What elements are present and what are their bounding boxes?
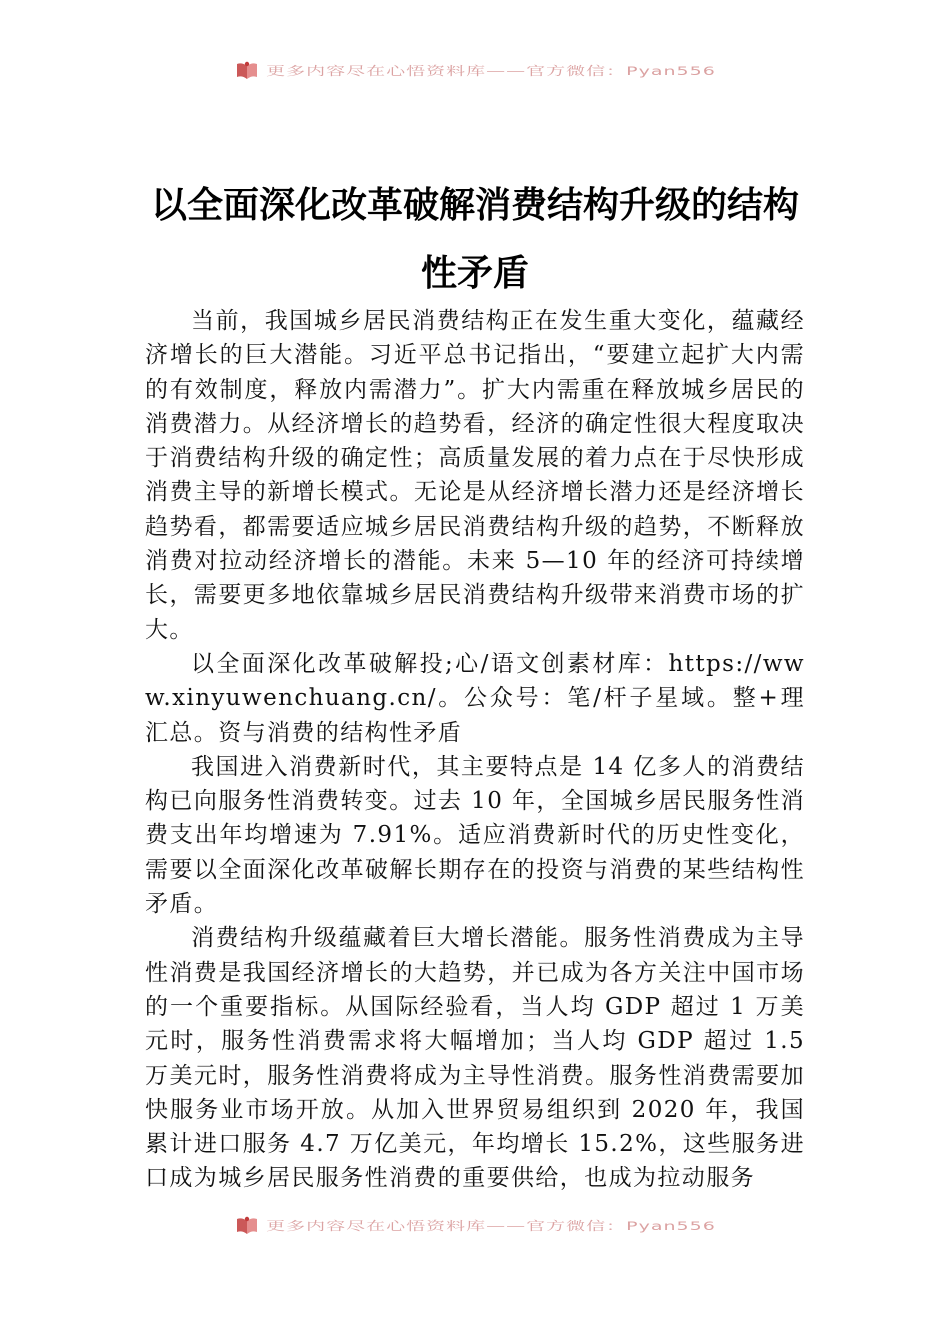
paragraph: 以全面深化改革破解投;心/语文创素材库：https://www.xinyuwenchuang.cn/。公众号：笔/杆子星域。整+理汇总。资与消费的结构性矛盾	[145, 650, 805, 746]
paragraph: 当前，我国城乡居民消费结构正在发生重大变化，蕴藏经济增长的巨大潜能。习近平总书记指出，“要建立起扩大内需的有效制度，释放内需潜力”。扩大内需重在释放城乡居民的消费潜力。从经济增长的趋势看，经济的确定性很大程度取决于消费结构升级的确定性；高质量发展的着力点在于尽快形成消费主导的新增长模式。无论是从经济增长潜力还是经济增长趋势看，都需要适应城乡居民消费结构升级的趋势，不断释放消费对拉动经济增长的潜能。未来 5—10 年的经济可持续增长，需要更多地依靠城乡居民消费结构升级带来消费市场的扩大。	[145, 308, 805, 643]
footer-watermark	[0, 1212, 950, 1240]
paragraph: 消费结构升级蕴藏着巨大增长潜能。服务性消费成为主导性消费是我国经济增长的大趋势，并已成为各方关注中国市场的一个重要指标。从国际经验看，当人均 GDP 超过 1 万美元时，服务性消费需求将大幅增加；当人均 GDP 超过 1.5 万美元时，服务性消费将成为主导性消费。服务性消费需要加快服务业市场开放。从加入世界贸易组织到 2020 年，我国累计进口服务 4.7 万亿美元，年均增长 15.2%，这些服务进口成为城乡居民服务性消费的重要供给，也成为拉动服务	[145, 925, 805, 1192]
watermark-text: 更多内容尽在心悟资料库——官方微信：Pyan556	[266, 1219, 716, 1233]
document-title: 以全面深化改革破解消费结构升级的结构性矛盾	[150, 184, 799, 294]
document-body	[145, 304, 805, 1196]
paragraph: 我国进入消费新时代，其主要特点是 14 亿多人的消费结构已向服务性消费转变。过去 10 年，全国城乡居民服务性消费支出年均增速为 7.91%。适应消费新时代的历史性变化，需要以全面深化改革破解长期存在的投资与消费的某些结构性矛盾。	[145, 753, 805, 918]
book-logo-icon	[234, 1215, 260, 1237]
watermark-text: 更多内容尽在心悟资料库——官方微信：Pyan556	[266, 64, 716, 78]
book-logo-icon	[234, 60, 260, 82]
header-watermark	[0, 57, 950, 85]
